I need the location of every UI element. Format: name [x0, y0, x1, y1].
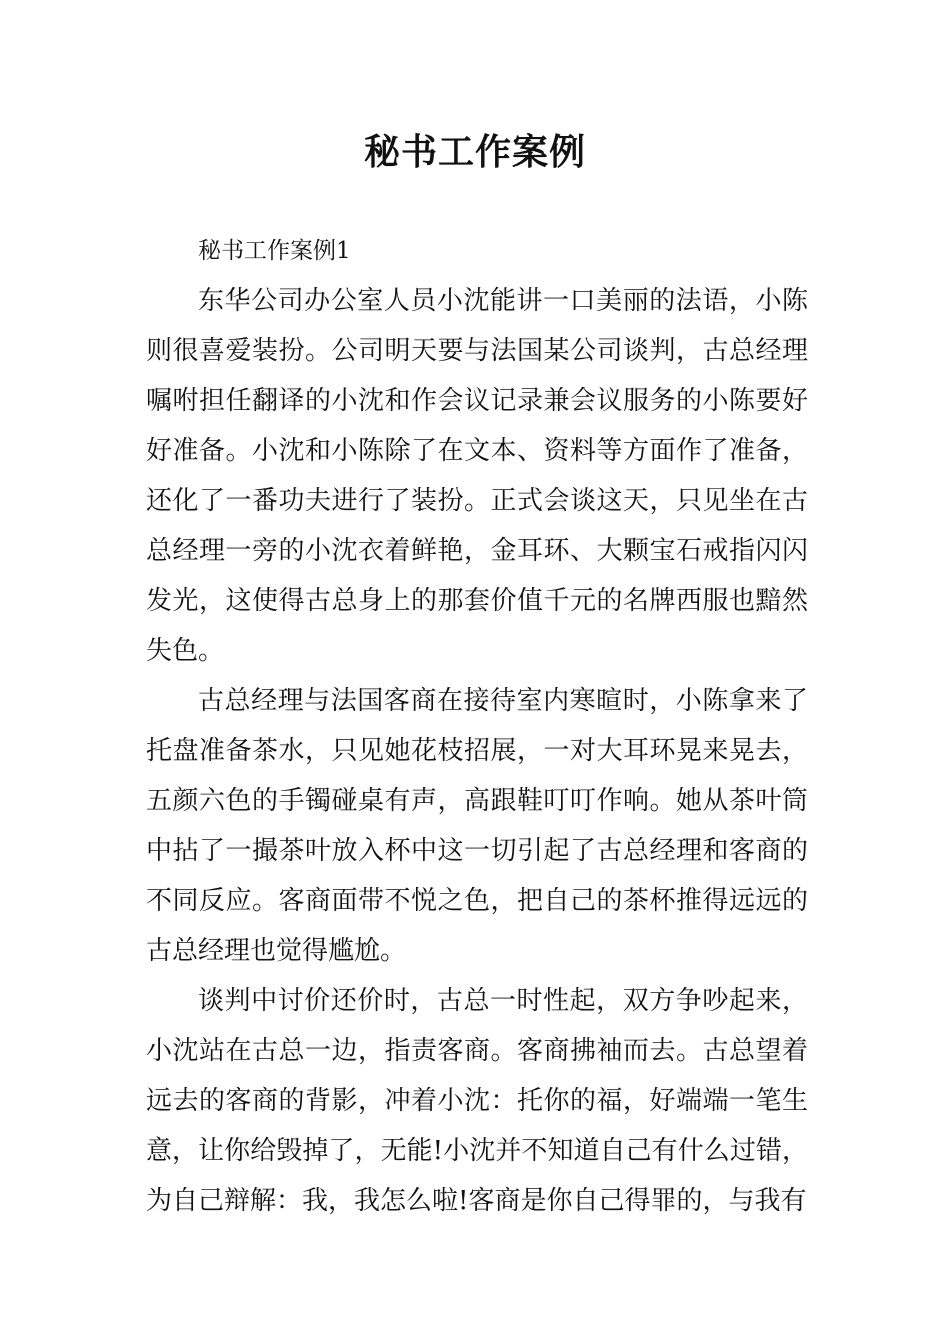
section-subtitle: 秘书工作案例1: [198, 238, 351, 264]
paragraph-1: 东华公司办公室人员小沈能讲一口美丽的法语，小陈则很喜爱装扮。公司明天要与法国某公司谈判，古总经理嘱咐担任翻译的小沈和作会议记录兼会议服务的小陈要好好准备。小沈和小陈除了在文本、资料等方面作了准备，还化了一番功夫进行了装扮。正式会谈这天，只见坐在古总经理一旁的小沈衣着鲜艳，金耳环、大颗宝石戒指闪闪发光，这使得古总身上的那套价值千元的名牌西服也黯然失色。: [146, 286, 808, 666]
paragraph-3: 谈判中讨价还价时，古总一时性起，双方争吵起来，小沈站在古总一边，指责客商。客商拂袖而去。古总望着远去的客商的背影，冲着小沈：托你的福，好端端一笔生意，让你给毁掉了，无能!小沈并不知道自己有什么过错，为自己辩解：我，我怎么啦!客商是你自己得罪的，与我有: [146, 986, 808, 1216]
document-title: 秘书工作案例: [363, 131, 586, 173]
document-body: [146, 226, 808, 1226]
paragraph-2: 古总经理与法国客商在接待室内寒暄时，小陈拿来了托盘准备茶水，只见她花枝招展，一对大耳环晃来晃去，五颜六色的手镯碰桌有声，高跟鞋叮叮作响。她从茶叶筒中拈了一撮茶叶放入杯中这一切引起了古总经理和客商的不同反应。客商面带不悦之色，把自己的茶杯推得远远的古总经理也觉得尴尬。: [146, 686, 808, 966]
